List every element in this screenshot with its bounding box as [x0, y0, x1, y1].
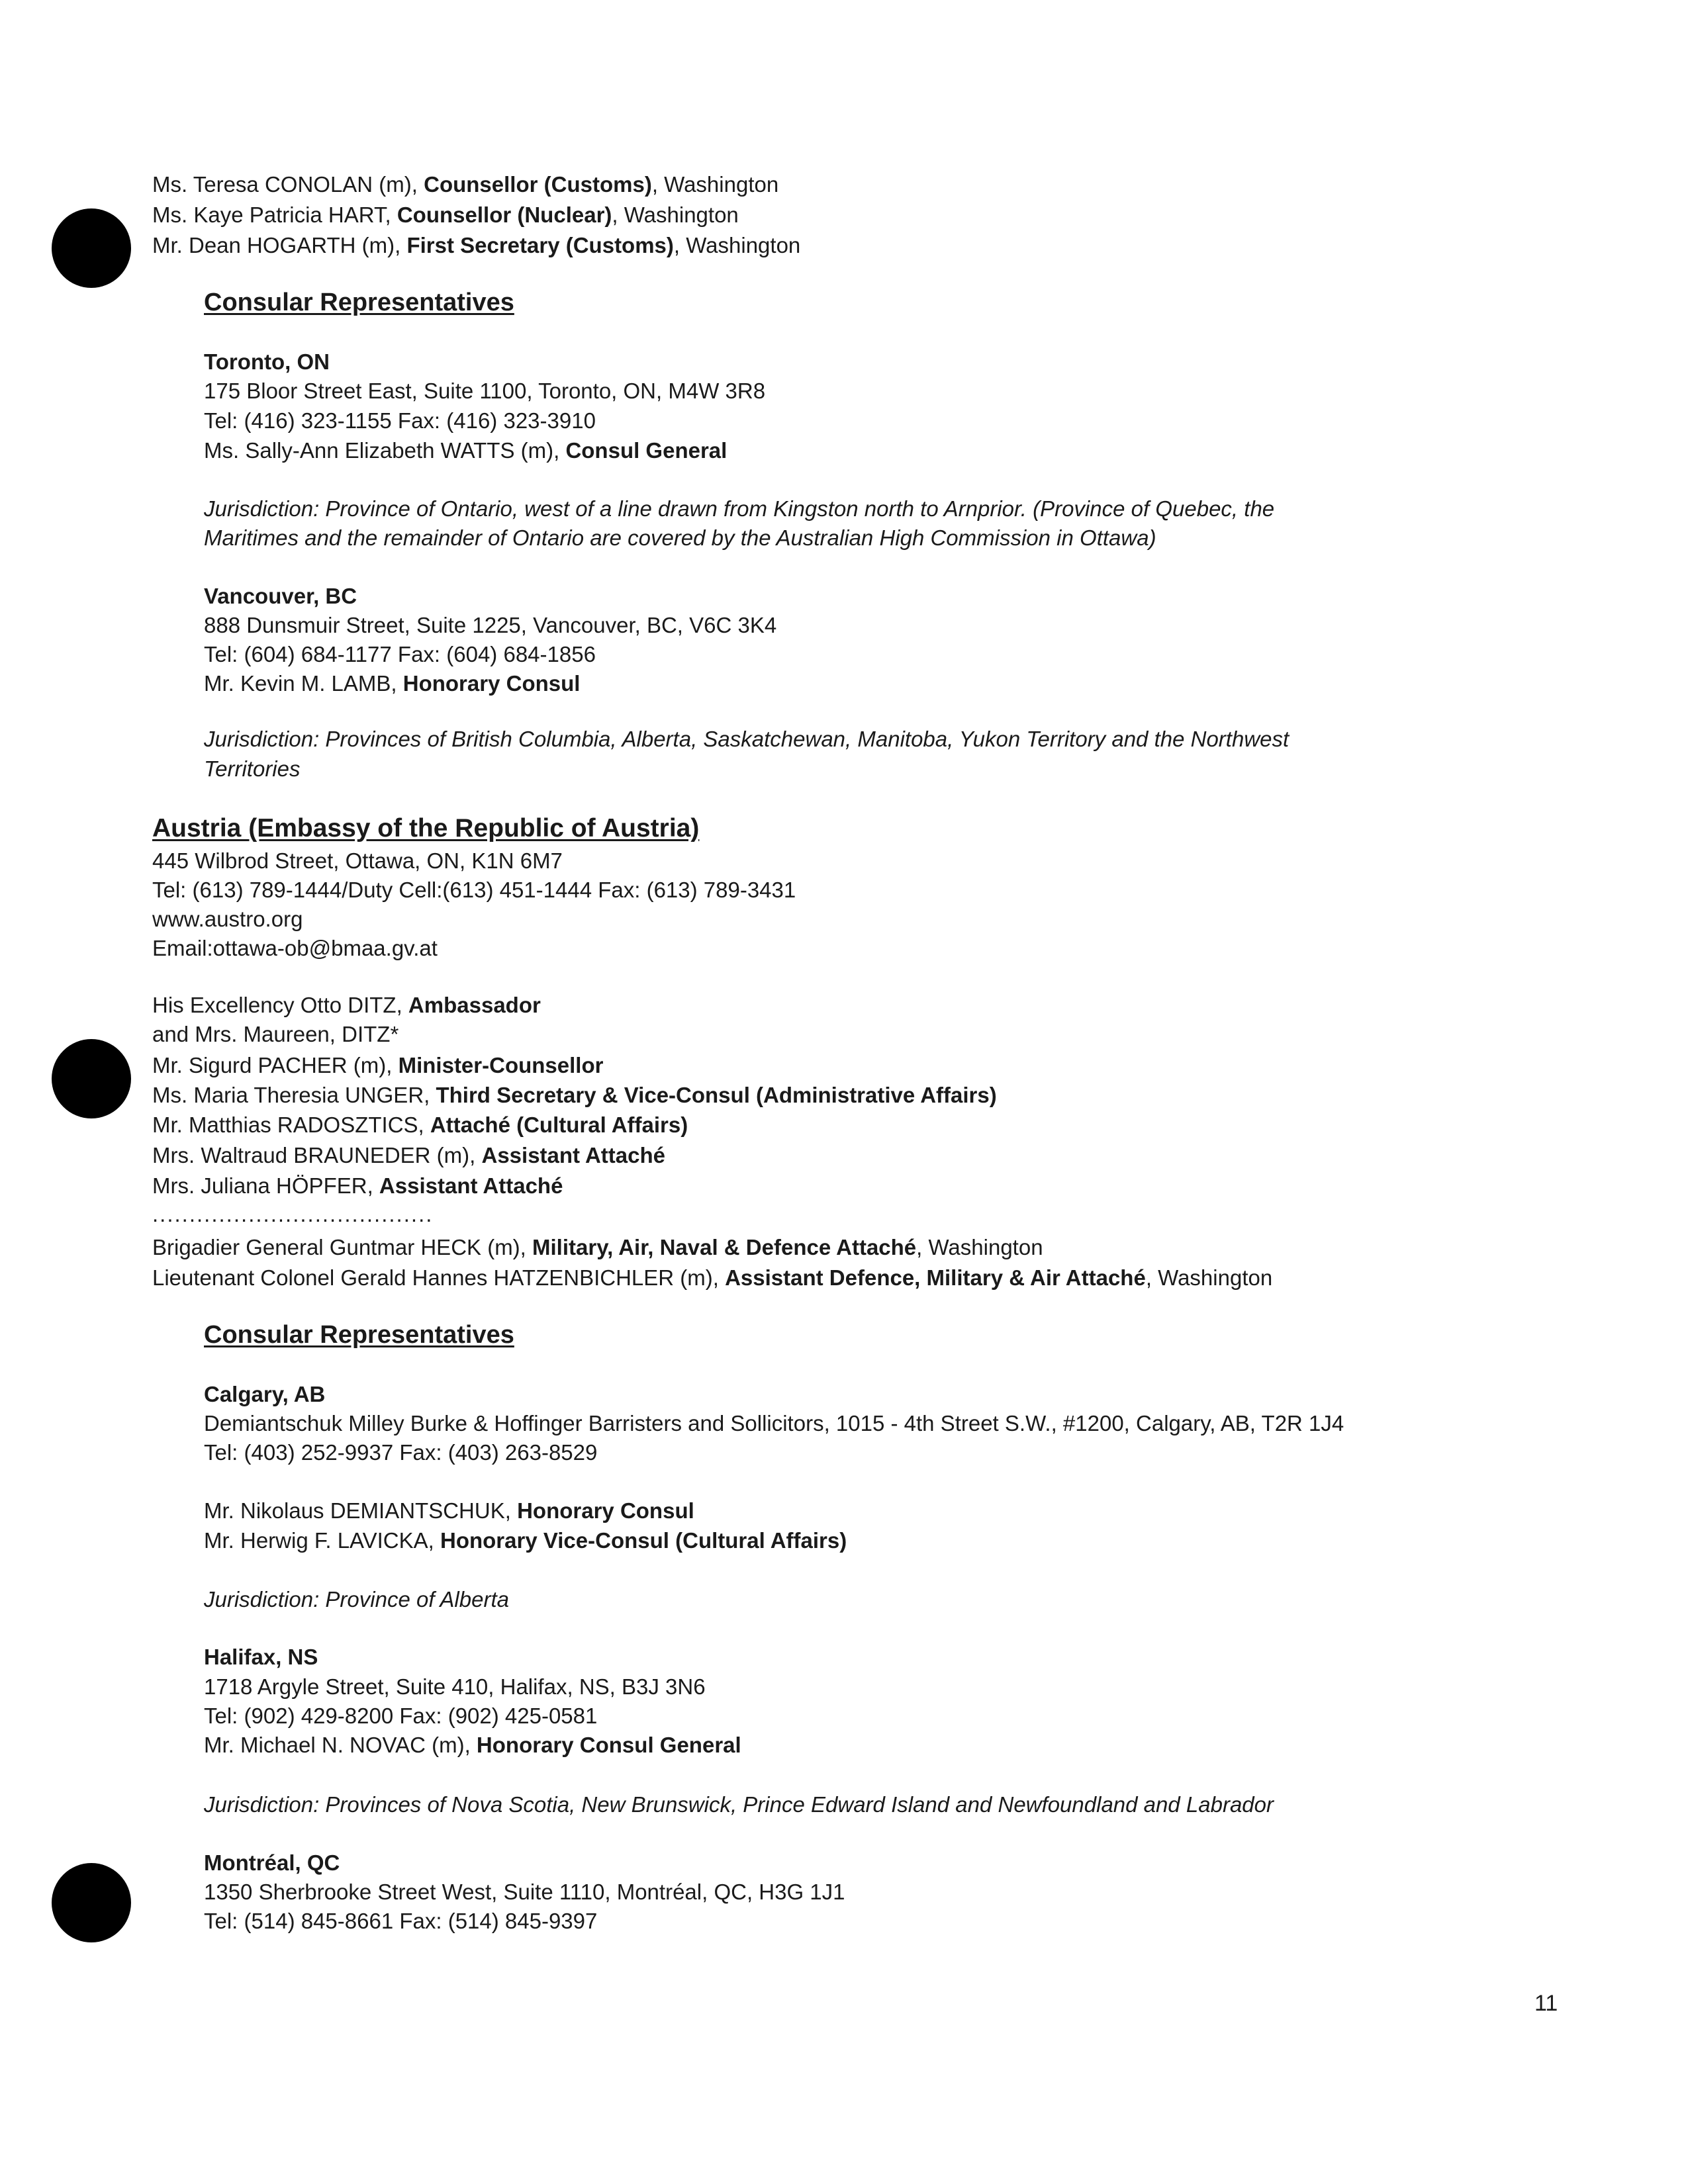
staff-name: Mrs. Juliana HÖPFER, [152, 1173, 379, 1198]
dotted-separator: ...................................... [152, 1202, 434, 1226]
person-name: Ms. Sally-Ann Elizabeth WATTS (m), [204, 438, 566, 463]
section-heading-austria: Austria (Embassy of the Republic of Austria) [152, 814, 700, 842]
city-toronto: Toronto, ON [204, 349, 330, 374]
person-name: Mr. Kevin M. LAMB, [204, 671, 403, 696]
person-title: Consul General [565, 438, 727, 463]
person-calgary-lavicka [204, 1529, 847, 1551]
staff-line-hogarth [152, 234, 800, 256]
staff-name: and Mrs. Maureen, DITZ* [152, 1022, 399, 1046]
city-calgary: Calgary, AB [204, 1382, 326, 1406]
jurisdiction-toronto-line-2: Maritimes and the remainder of Ontario are covered by the Australian High Commission in Ottawa) [204, 525, 1156, 550]
person-vancouver [204, 672, 580, 694]
austria-phone: Tel: (613) 789-1444/Duty Cell:(613) 451-1444 Fax: (613) 789-3431 [152, 878, 796, 902]
city-halifax: Halifax, NS [204, 1645, 318, 1669]
jurisdiction-calgary: Jurisdiction: Province of Alberta [204, 1587, 509, 1612]
staff-line-heck [152, 1236, 1043, 1258]
staff-title: Attaché (Cultural Affairs) [430, 1113, 688, 1137]
person-title: Honorary Consul [402, 671, 581, 696]
staff-line-pacher [152, 1054, 603, 1076]
staff-name: His Excellency Otto DITZ, [152, 993, 408, 1017]
staff-title: First Secretary (Customs) [406, 233, 674, 257]
staff-name: Ms. Kaye Patricia HART, [152, 203, 397, 227]
consular-heading-australia: Consular Representatives [204, 289, 514, 316]
staff-location: , Washington [1145, 1265, 1273, 1290]
staff-title: Ambassador [408, 993, 541, 1017]
punch-hole-bottom [52, 1863, 131, 1942]
staff-name: Brigadier General Guntmar HECK (m), [152, 1235, 533, 1259]
person-name: Mr. Herwig F. LAVICKA, [204, 1528, 440, 1553]
staff-location: , Washington [673, 233, 801, 257]
staff-name: Mr. Matthias RADOSZTICS, [152, 1113, 430, 1137]
staff-location: , Washington [651, 172, 779, 197]
jurisdiction-vancouver-line-2: Territories [204, 756, 301, 781]
person-title: Honorary Consul [517, 1498, 694, 1523]
staff-title: Counsellor (Nuclear) [397, 203, 612, 227]
staff-title: Assistant Attaché [379, 1173, 563, 1198]
staff-title: Third Secretary & Vice-Consul (Administrative Affairs) [436, 1083, 997, 1107]
address-halifax: 1718 Argyle Street, Suite 410, Halifax, NS, B3J 3N6 [204, 1674, 706, 1699]
punch-hole-middle [52, 1039, 131, 1118]
staff-line-spouse [152, 1023, 399, 1045]
staff-location: , Washington [916, 1235, 1043, 1259]
consular-heading-austria: Consular Representatives [204, 1321, 514, 1349]
jurisdiction-toronto-line-1: Jurisdiction: Province of Ontario, west of a line drawn from Kingston north to Arnprior. (Province of Quebec, the [204, 496, 1275, 521]
staff-name: Ms. Teresa CONOLAN (m), [152, 172, 424, 197]
address-calgary: Demiantschuk Milley Burke & Hoffinger Barristers and Sollicitors, 1015 - 4th Street S.W., #1200, Calgary, AB, T2R 1J4 [204, 1411, 1344, 1435]
phone-vancouver: Tel: (604) 684-1177 Fax: (604) 684-1856 [204, 642, 596, 666]
staff-line-radosztics [152, 1114, 688, 1136]
staff-name: Mr. Dean HOGARTH (m), [152, 233, 407, 257]
austria-address: 445 Wilbrod Street, Ottawa, ON, K1N 6M7 [152, 848, 563, 873]
city-montreal: Montréal, QC [204, 1850, 340, 1875]
address-toronto: 175 Bloor Street East, Suite 1100, Toronto, ON, M4W 3R8 [204, 379, 766, 403]
staff-title: Military, Air, Naval & Defence Attaché [532, 1235, 917, 1259]
staff-line-hopfer [152, 1175, 563, 1197]
staff-line-brauneder [152, 1144, 665, 1166]
austria-email: Email:ottawa-ob@bmaa.gv.at [152, 936, 438, 960]
page-number: 11 [1534, 1991, 1558, 2016]
phone-halifax: Tel: (902) 429-8200 Fax: (902) 425-0581 [204, 1704, 598, 1728]
jurisdiction-halifax: Jurisdiction: Provinces of Nova Scotia, New Brunswick, Prince Edward Island and Newfoundland and Labrador [204, 1792, 1274, 1817]
staff-line-hatzenbichler [152, 1267, 1272, 1289]
city-vancouver: Vancouver, BC [204, 584, 357, 608]
staff-name: Ms. Maria Theresia UNGER, [152, 1083, 436, 1107]
staff-name: Lieutenant Colonel Gerald Hannes HATZENBICHLER (m), [152, 1265, 726, 1290]
phone-toronto: Tel: (416) 323-1155 Fax: (416) 323-3910 [204, 408, 596, 433]
address-vancouver: 888 Dunsmuir Street, Suite 1225, Vancouver, BC, V6C 3K4 [204, 613, 777, 637]
punch-hole-top [52, 208, 131, 288]
staff-line-hart [152, 204, 739, 226]
person-halifax [204, 1734, 741, 1756]
address-montreal: 1350 Sherbrooke Street West, Suite 1110, Montréal, QC, H3G 1J1 [204, 1880, 845, 1904]
staff-line-ditz [152, 994, 541, 1016]
person-calgary-demiantschuk [204, 1500, 694, 1522]
person-title: Honorary Vice-Consul (Cultural Affairs) [440, 1528, 847, 1553]
staff-title: Assistant Attaché [481, 1143, 666, 1167]
austria-website: www.austro.org [152, 907, 303, 931]
phone-calgary: Tel: (403) 252-9937 Fax: (403) 263-8529 [204, 1440, 598, 1465]
staff-line-unger [152, 1084, 997, 1106]
jurisdiction-vancouver-line-1: Jurisdiction: Provinces of British Columbia, Alberta, Saskatchewan, Manitoba, Yukon Territory and the Northwest [204, 727, 1289, 751]
person-toronto [204, 439, 727, 461]
phone-montreal: Tel: (514) 845-8661 Fax: (514) 845-9397 [204, 1909, 598, 1933]
staff-title: Minister-Counsellor [398, 1053, 604, 1077]
person-name: Mr. Michael N. NOVAC (m), [204, 1733, 477, 1757]
person-name: Mr. Nikolaus DEMIANTSCHUK, [204, 1498, 518, 1523]
staff-line-conolan [152, 173, 778, 195]
staff-name: Mrs. Waltraud BRAUNEDER (m), [152, 1143, 482, 1167]
staff-location: , Washington [612, 203, 739, 227]
staff-name: Mr. Sigurd PACHER (m), [152, 1053, 399, 1077]
staff-title: Assistant Defence, Military & Air Attaché [725, 1265, 1146, 1290]
person-title: Honorary Consul General [476, 1733, 741, 1757]
staff-title: Counsellor (Customs) [424, 172, 652, 197]
